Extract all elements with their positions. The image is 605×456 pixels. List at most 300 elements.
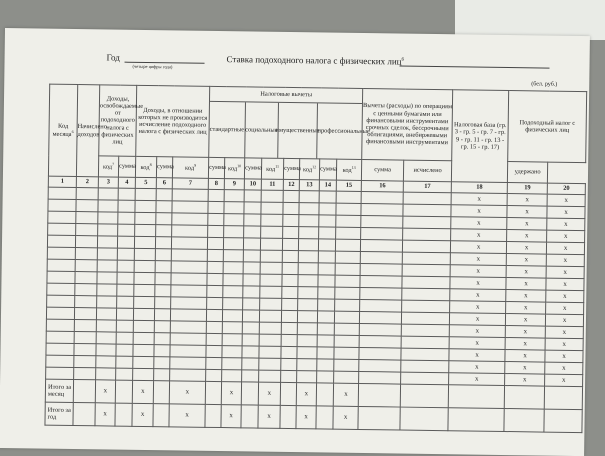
data-cell[interactable] [334, 359, 359, 371]
data-cell[interactable] [280, 382, 296, 405]
data-cell[interactable] [298, 275, 318, 287]
data-cell[interactable] [118, 212, 135, 224]
data-cell[interactable] [222, 346, 242, 358]
data-cell[interactable] [403, 240, 451, 253]
data-cell[interactable] [401, 372, 449, 385]
data-cell[interactable] [223, 238, 243, 250]
data-cell[interactable] [222, 322, 242, 334]
data-cell[interactable] [116, 308, 133, 320]
data-cell[interactable] [298, 251, 318, 263]
data-cell[interactable] [47, 295, 75, 307]
data-cell[interactable] [260, 274, 282, 286]
data-cell[interactable] [400, 407, 448, 431]
data-cell[interactable] [96, 308, 116, 320]
data-cell[interactable] [206, 345, 222, 357]
data-cell[interactable] [241, 382, 258, 405]
data-cell[interactable] [297, 335, 317, 347]
data-cell[interactable] [316, 383, 333, 406]
data-cell[interactable] [170, 309, 206, 322]
data-cell[interactable] [135, 188, 156, 200]
data-cell[interactable] [402, 312, 450, 325]
data-cell[interactable] [282, 298, 298, 310]
data-cell[interactable] [206, 309, 222, 321]
data-cell[interactable] [359, 371, 401, 384]
data-cell[interactable] [134, 272, 155, 284]
data-cell[interactable] [402, 252, 450, 265]
data-cell[interactable] [46, 343, 74, 355]
data-cell[interactable] [76, 200, 98, 212]
data-cell[interactable] [244, 202, 261, 214]
data-cell[interactable] [206, 369, 222, 381]
data-cell[interactable] [75, 296, 97, 308]
data-cell[interactable] [156, 201, 172, 213]
data-cell[interactable] [170, 357, 206, 370]
data-cell[interactable] [335, 263, 360, 275]
data-cell[interactable] [156, 225, 172, 237]
data-cell[interactable] [334, 335, 359, 347]
data-cell[interactable] [223, 274, 243, 286]
data-cell[interactable] [360, 287, 402, 300]
data-cell[interactable] [334, 311, 359, 323]
data-cell[interactable] [283, 202, 299, 214]
data-cell[interactable] [75, 272, 97, 284]
data-cell[interactable] [361, 239, 403, 252]
data-cell[interactable] [360, 299, 402, 312]
data-cell[interactable] [336, 215, 361, 227]
data-cell[interactable] [46, 355, 74, 367]
data-cell[interactable] [260, 298, 282, 310]
data-cell[interactable] [207, 285, 223, 297]
data-cell[interactable] [115, 403, 132, 426]
data-cell[interactable] [171, 273, 207, 286]
data-cell[interactable] [298, 287, 318, 299]
data-cell[interactable] [448, 385, 504, 409]
data-cell[interactable] [319, 203, 336, 215]
data-cell[interactable] [243, 238, 260, 250]
data-cell[interactable] [48, 187, 76, 199]
data-cell[interactable] [360, 263, 402, 276]
data-cell[interactable] [207, 249, 223, 261]
data-cell[interactable] [135, 224, 156, 236]
data-cell[interactable] [401, 360, 449, 373]
data-cell[interactable] [317, 359, 334, 371]
data-cell[interactable] [359, 323, 401, 336]
data-cell[interactable] [335, 275, 360, 287]
data-cell[interactable] [243, 274, 260, 286]
data-cell[interactable] [242, 370, 259, 382]
data-cell[interactable] [260, 262, 282, 274]
data-cell[interactable] [46, 367, 74, 379]
data-cell[interactable] [318, 263, 335, 275]
data-cell[interactable] [242, 310, 259, 322]
data-cell[interactable] [156, 189, 172, 201]
data-cell[interactable] [47, 271, 75, 283]
data-cell[interactable] [97, 260, 117, 272]
data-cell[interactable] [206, 333, 222, 345]
data-cell[interactable] [47, 235, 75, 247]
data-cell[interactable] [171, 261, 207, 274]
data-cell[interactable] [402, 264, 450, 277]
data-cell[interactable] [47, 259, 75, 271]
data-cell[interactable] [46, 331, 74, 343]
data-cell[interactable] [403, 204, 451, 217]
data-cell[interactable] [118, 200, 135, 212]
data-cell[interactable] [222, 370, 242, 382]
data-cell[interactable] [299, 203, 319, 215]
data-cell[interactable] [156, 213, 172, 225]
data-cell[interactable] [96, 344, 116, 356]
data-cell[interactable] [155, 285, 171, 297]
data-cell[interactable] [74, 307, 96, 319]
data-cell[interactable] [97, 272, 117, 284]
data-cell[interactable] [172, 213, 208, 226]
data-cell[interactable] [335, 299, 360, 311]
data-cell[interactable] [207, 297, 223, 309]
data-cell[interactable] [134, 296, 155, 308]
data-cell[interactable] [299, 215, 319, 227]
data-cell[interactable] [243, 262, 260, 274]
data-cell[interactable] [282, 274, 298, 286]
x-mark: x [296, 406, 316, 429]
data-cell[interactable] [297, 311, 317, 323]
data-cell[interactable] [317, 371, 334, 383]
data-cell[interactable] [260, 238, 282, 250]
data-cell[interactable] [75, 236, 97, 248]
data-cell[interactable] [280, 405, 296, 428]
data-cell[interactable] [360, 275, 402, 288]
data-cell[interactable] [116, 356, 133, 368]
data-cell[interactable] [299, 227, 319, 239]
data-cell[interactable] [334, 371, 359, 383]
data-cell[interactable] [153, 404, 169, 427]
data-cell[interactable] [74, 319, 96, 331]
data-cell[interactable] [259, 334, 281, 346]
data-cell[interactable] [74, 331, 96, 343]
data-cell[interactable] [403, 216, 451, 229]
data-cell[interactable] [259, 358, 281, 370]
data-cell[interactable] [261, 226, 283, 238]
data-cell[interactable] [359, 359, 401, 372]
data-cell[interactable] [74, 355, 96, 367]
data-cell[interactable] [223, 298, 243, 310]
data-cell[interactable] [242, 346, 259, 358]
data-cell[interactable] [222, 358, 242, 370]
data-cell[interactable] [361, 203, 403, 216]
data-cell[interactable] [283, 190, 299, 202]
data-cell[interactable] [154, 321, 170, 333]
data-cell[interactable] [133, 308, 154, 320]
data-cell[interactable] [154, 309, 170, 321]
data-cell[interactable] [318, 251, 335, 263]
data-cell[interactable] [259, 346, 281, 358]
data-cell[interactable] [208, 225, 224, 237]
data-cell[interactable] [361, 227, 403, 240]
data-cell[interactable] [207, 237, 223, 249]
data-cell[interactable] [318, 275, 335, 287]
data-cell[interactable] [98, 224, 118, 236]
data-cell[interactable] [75, 284, 97, 296]
data-cell[interactable] [207, 261, 223, 273]
data-cell[interactable] [260, 286, 282, 298]
data-cell[interactable] [361, 191, 403, 204]
data-cell[interactable] [297, 359, 317, 371]
data-cell[interactable] [282, 238, 298, 250]
data-cell[interactable] [298, 263, 318, 275]
data-cell[interactable] [116, 344, 133, 356]
data-cell[interactable] [75, 248, 97, 260]
column-number: 1 [48, 176, 76, 187]
data-cell[interactable] [281, 370, 297, 382]
data-cell[interactable] [97, 296, 117, 308]
data-cell[interactable] [154, 357, 170, 369]
data-cell[interactable] [358, 383, 400, 407]
data-cell[interactable] [172, 201, 208, 214]
data-cell[interactable] [48, 211, 76, 223]
data-cell[interactable] [334, 323, 359, 335]
data-cell[interactable] [73, 379, 95, 402]
data-cell[interactable] [117, 272, 134, 284]
data-cell[interactable] [359, 335, 401, 348]
x-mark: x [132, 403, 153, 426]
data-cell[interactable] [224, 214, 244, 226]
data-cell[interactable] [133, 332, 154, 344]
data-cell[interactable] [359, 347, 401, 360]
data-cell[interactable] [401, 324, 449, 337]
data-cell[interactable] [171, 285, 207, 298]
data-cell[interactable] [241, 405, 258, 428]
data-cell[interactable] [282, 286, 298, 298]
data-cell[interactable] [133, 356, 154, 368]
data-cell[interactable] [134, 236, 155, 248]
data-cell[interactable] [358, 406, 400, 430]
data-cell[interactable] [46, 307, 74, 319]
data-cell[interactable] [154, 345, 170, 357]
data-cell[interactable] [170, 369, 206, 382]
data-cell[interactable] [244, 214, 261, 226]
data-cell[interactable] [282, 262, 298, 274]
data-cell[interactable] [360, 251, 402, 264]
data-cell[interactable] [297, 347, 317, 359]
data-cell[interactable] [208, 189, 224, 201]
data-cell[interactable] [281, 322, 297, 334]
data-cell[interactable] [133, 368, 154, 380]
data-cell[interactable] [171, 237, 207, 250]
data-cell[interactable] [402, 300, 450, 313]
data-cell[interactable] [334, 347, 359, 359]
data-cell[interactable] [222, 334, 242, 346]
data-cell[interactable] [318, 287, 335, 299]
data-cell[interactable] [135, 200, 156, 212]
data-cell[interactable] [335, 239, 360, 251]
data-cell[interactable] [206, 357, 222, 369]
data-cell[interactable] [317, 347, 334, 359]
data-cell[interactable] [117, 284, 134, 296]
data-cell[interactable] [335, 251, 360, 263]
data-cell[interactable] [400, 384, 448, 408]
data-cell[interactable] [98, 188, 118, 200]
data-cell[interactable] [242, 358, 259, 370]
data-cell[interactable] [403, 228, 451, 241]
data-cell[interactable] [205, 404, 221, 427]
data-cell[interactable] [242, 322, 259, 334]
data-cell[interactable] [361, 215, 403, 228]
data-cell[interactable] [283, 226, 299, 238]
data-cell[interactable] [281, 358, 297, 370]
data-cell[interactable] [317, 323, 334, 335]
data-cell[interactable] [116, 320, 133, 332]
data-cell[interactable] [336, 191, 361, 203]
data-cell[interactable] [48, 199, 76, 211]
data-cell[interactable] [223, 250, 243, 262]
data-cell[interactable] [154, 369, 170, 381]
data-cell[interactable] [97, 248, 117, 260]
data-cell[interactable] [223, 262, 243, 274]
data-cell[interactable] [402, 288, 450, 301]
data-cell[interactable] [98, 200, 118, 212]
data-cell[interactable] [316, 406, 333, 429]
data-cell[interactable] [134, 260, 155, 272]
data-cell[interactable] [259, 310, 281, 322]
data-cell[interactable] [319, 191, 336, 203]
data-cell[interactable] [224, 226, 244, 238]
data-cell[interactable] [96, 368, 116, 380]
data-cell[interactable] [317, 311, 334, 323]
data-cell[interactable] [76, 212, 98, 224]
data-cell[interactable] [133, 344, 154, 356]
data-cell[interactable] [96, 332, 116, 344]
data-cell[interactable] [402, 276, 450, 289]
data-cell[interactable] [261, 202, 283, 214]
data-cell[interactable] [504, 409, 544, 433]
data-cell[interactable] [155, 261, 171, 273]
data-cell[interactable] [319, 215, 336, 227]
data-cell[interactable] [155, 297, 171, 309]
data-cell[interactable] [206, 321, 222, 333]
data-cell[interactable] [318, 239, 335, 251]
data-cell[interactable] [96, 356, 116, 368]
data-cell[interactable] [243, 286, 260, 298]
data-cell[interactable] [335, 287, 360, 299]
data-cell[interactable] [244, 226, 261, 238]
data-cell[interactable] [117, 260, 134, 272]
data-cell[interactable] [259, 370, 281, 382]
data-cell[interactable] [360, 311, 402, 324]
data-cell[interactable] [97, 236, 117, 248]
data-cell[interactable] [97, 284, 117, 296]
data-cell[interactable] [336, 227, 361, 239]
data-cell[interactable] [298, 239, 318, 251]
data-cell[interactable] [317, 335, 334, 347]
data-cell[interactable] [261, 190, 283, 202]
data-cell[interactable] [76, 224, 98, 236]
data-cell[interactable] [154, 333, 170, 345]
data-cell[interactable] [46, 319, 74, 331]
data-cell[interactable] [448, 408, 504, 432]
data-cell[interactable] [281, 346, 297, 358]
data-cell[interactable] [155, 237, 171, 249]
data-cell[interactable] [297, 323, 317, 335]
data-cell[interactable] [155, 249, 171, 261]
data-cell[interactable] [336, 203, 361, 215]
data-cell[interactable] [299, 191, 319, 203]
data-cell[interactable] [208, 213, 224, 225]
data-cell[interactable] [172, 225, 208, 238]
data-cell[interactable] [222, 310, 242, 322]
data-cell[interactable] [282, 250, 298, 262]
data-cell[interactable] [243, 250, 260, 262]
data-cell[interactable] [208, 201, 224, 213]
data-cell[interactable] [153, 381, 169, 404]
data-cell[interactable] [117, 296, 134, 308]
data-cell[interactable] [224, 202, 244, 214]
data-cell[interactable] [170, 321, 206, 334]
data-cell[interactable] [98, 212, 118, 224]
data-cell[interactable] [96, 320, 116, 332]
data-cell[interactable] [298, 299, 318, 311]
data-cell[interactable] [73, 402, 95, 425]
data-cell[interactable] [115, 380, 132, 403]
data-cell[interactable] [242, 334, 259, 346]
data-cell[interactable] [261, 214, 283, 226]
data-cell[interactable] [75, 260, 97, 272]
data-cell[interactable] [171, 297, 207, 310]
data-cell[interactable] [283, 214, 299, 226]
data-cell[interactable] [318, 299, 335, 311]
x-mark: x [450, 253, 506, 266]
data-cell[interactable] [170, 345, 206, 358]
data-cell[interactable] [134, 284, 155, 296]
data-cell[interactable] [281, 334, 297, 346]
data-cell[interactable] [118, 224, 135, 236]
data-cell[interactable] [205, 381, 221, 404]
data-cell[interactable] [244, 190, 261, 202]
data-cell[interactable] [259, 322, 281, 334]
data-cell[interactable] [223, 286, 243, 298]
data-cell[interactable] [297, 371, 317, 383]
data-cell[interactable] [117, 248, 134, 260]
data-cell[interactable] [74, 343, 96, 355]
data-cell[interactable] [403, 192, 451, 205]
data-cell[interactable] [319, 227, 336, 239]
data-cell[interactable] [224, 190, 244, 202]
data-cell[interactable] [170, 333, 206, 346]
data-cell[interactable] [116, 368, 133, 380]
data-cell[interactable] [47, 283, 75, 295]
data-cell[interactable] [401, 348, 449, 361]
data-cell[interactable] [118, 188, 135, 200]
data-cell[interactable] [48, 223, 76, 235]
data-cell[interactable] [74, 367, 96, 379]
data-cell[interactable] [243, 298, 260, 310]
data-cell[interactable] [171, 249, 207, 262]
data-cell[interactable] [544, 409, 582, 433]
data-cell[interactable] [155, 273, 171, 285]
data-cell[interactable] [47, 247, 75, 259]
data-cell[interactable] [116, 332, 133, 344]
data-cell[interactable] [133, 320, 154, 332]
data-cell[interactable] [260, 250, 282, 262]
data-cell[interactable] [135, 212, 156, 224]
data-cell[interactable] [134, 248, 155, 260]
data-cell[interactable] [207, 273, 223, 285]
data-cell[interactable] [281, 310, 297, 322]
data-cell[interactable] [117, 236, 134, 248]
data-cell[interactable] [401, 336, 449, 349]
data-cell[interactable] [172, 189, 208, 202]
data-cell[interactable] [504, 386, 544, 410]
data-cell[interactable] [76, 188, 98, 200]
data-cell[interactable] [544, 386, 582, 410]
